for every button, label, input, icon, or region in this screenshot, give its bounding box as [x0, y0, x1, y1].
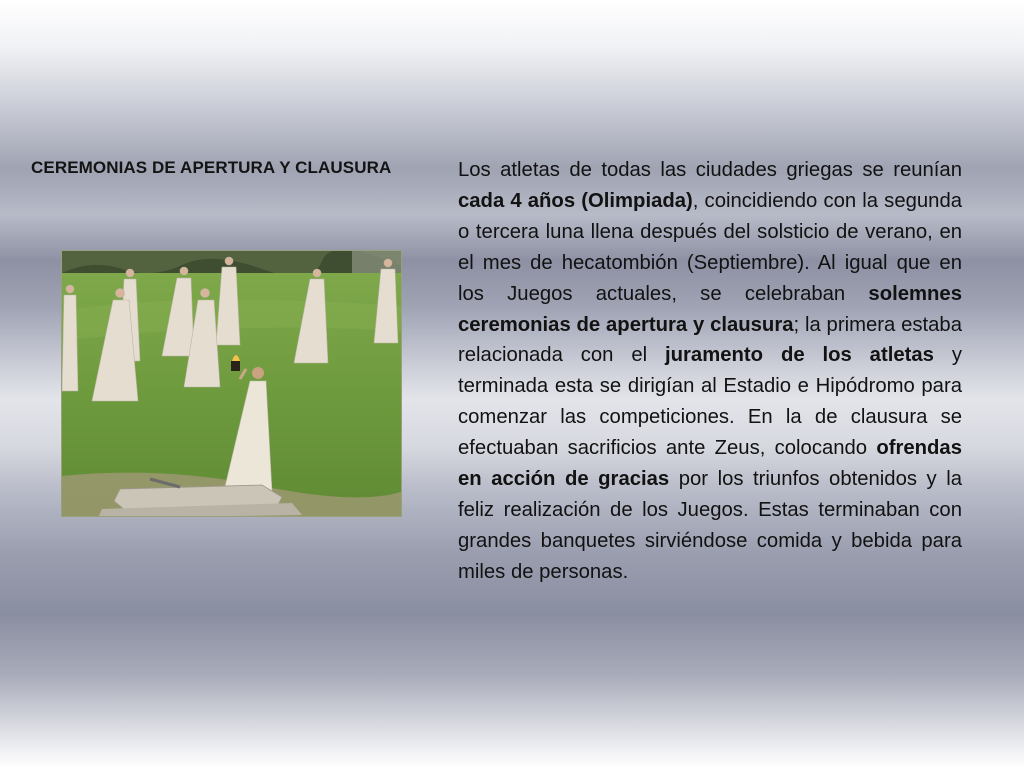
body-paragraph	[458, 155, 962, 588]
priestess-figure	[62, 285, 78, 391]
ceremony-photo	[61, 250, 402, 517]
body-text-segment: ; la primera estaba relacionada con el	[458, 313, 962, 367]
body-text-segment: y terminada esta se dirigían al Estadio e Hipódromo para comenzar las competiciones. En la de clausura se efectuaban sacrificios ante Zeus, colocando	[458, 344, 962, 460]
body-text-segment: , coincidiendo con la segunda o tercera luna llena después del solsticio de verano, en el mes de hecatombión (Septiembre). Al igual que en los Juegos actuales, se celebraban	[458, 189, 963, 305]
body-emphasis: solemnes ceremonias de apertura y clausura	[458, 282, 962, 336]
body-emphasis: ofrendas en acción de gracias	[458, 437, 962, 491]
body-text-segment: Los atletas de todas las ciudades griegas se reunían	[458, 159, 962, 181]
body-emphasis: juramento de los atletas	[665, 344, 934, 367]
body-emphasis: cada 4 años (Olimpiada)	[458, 189, 693, 212]
slide-title: CEREMONIAS DE APERTURA Y CLAUSURA	[31, 158, 392, 177]
body-text-segment: por los triunfos obtenidos y la feliz realización de los Juegos. Estas terminaban con grandes banquetes sirviéndose comida y bebida para miles de personas.	[458, 468, 962, 583]
